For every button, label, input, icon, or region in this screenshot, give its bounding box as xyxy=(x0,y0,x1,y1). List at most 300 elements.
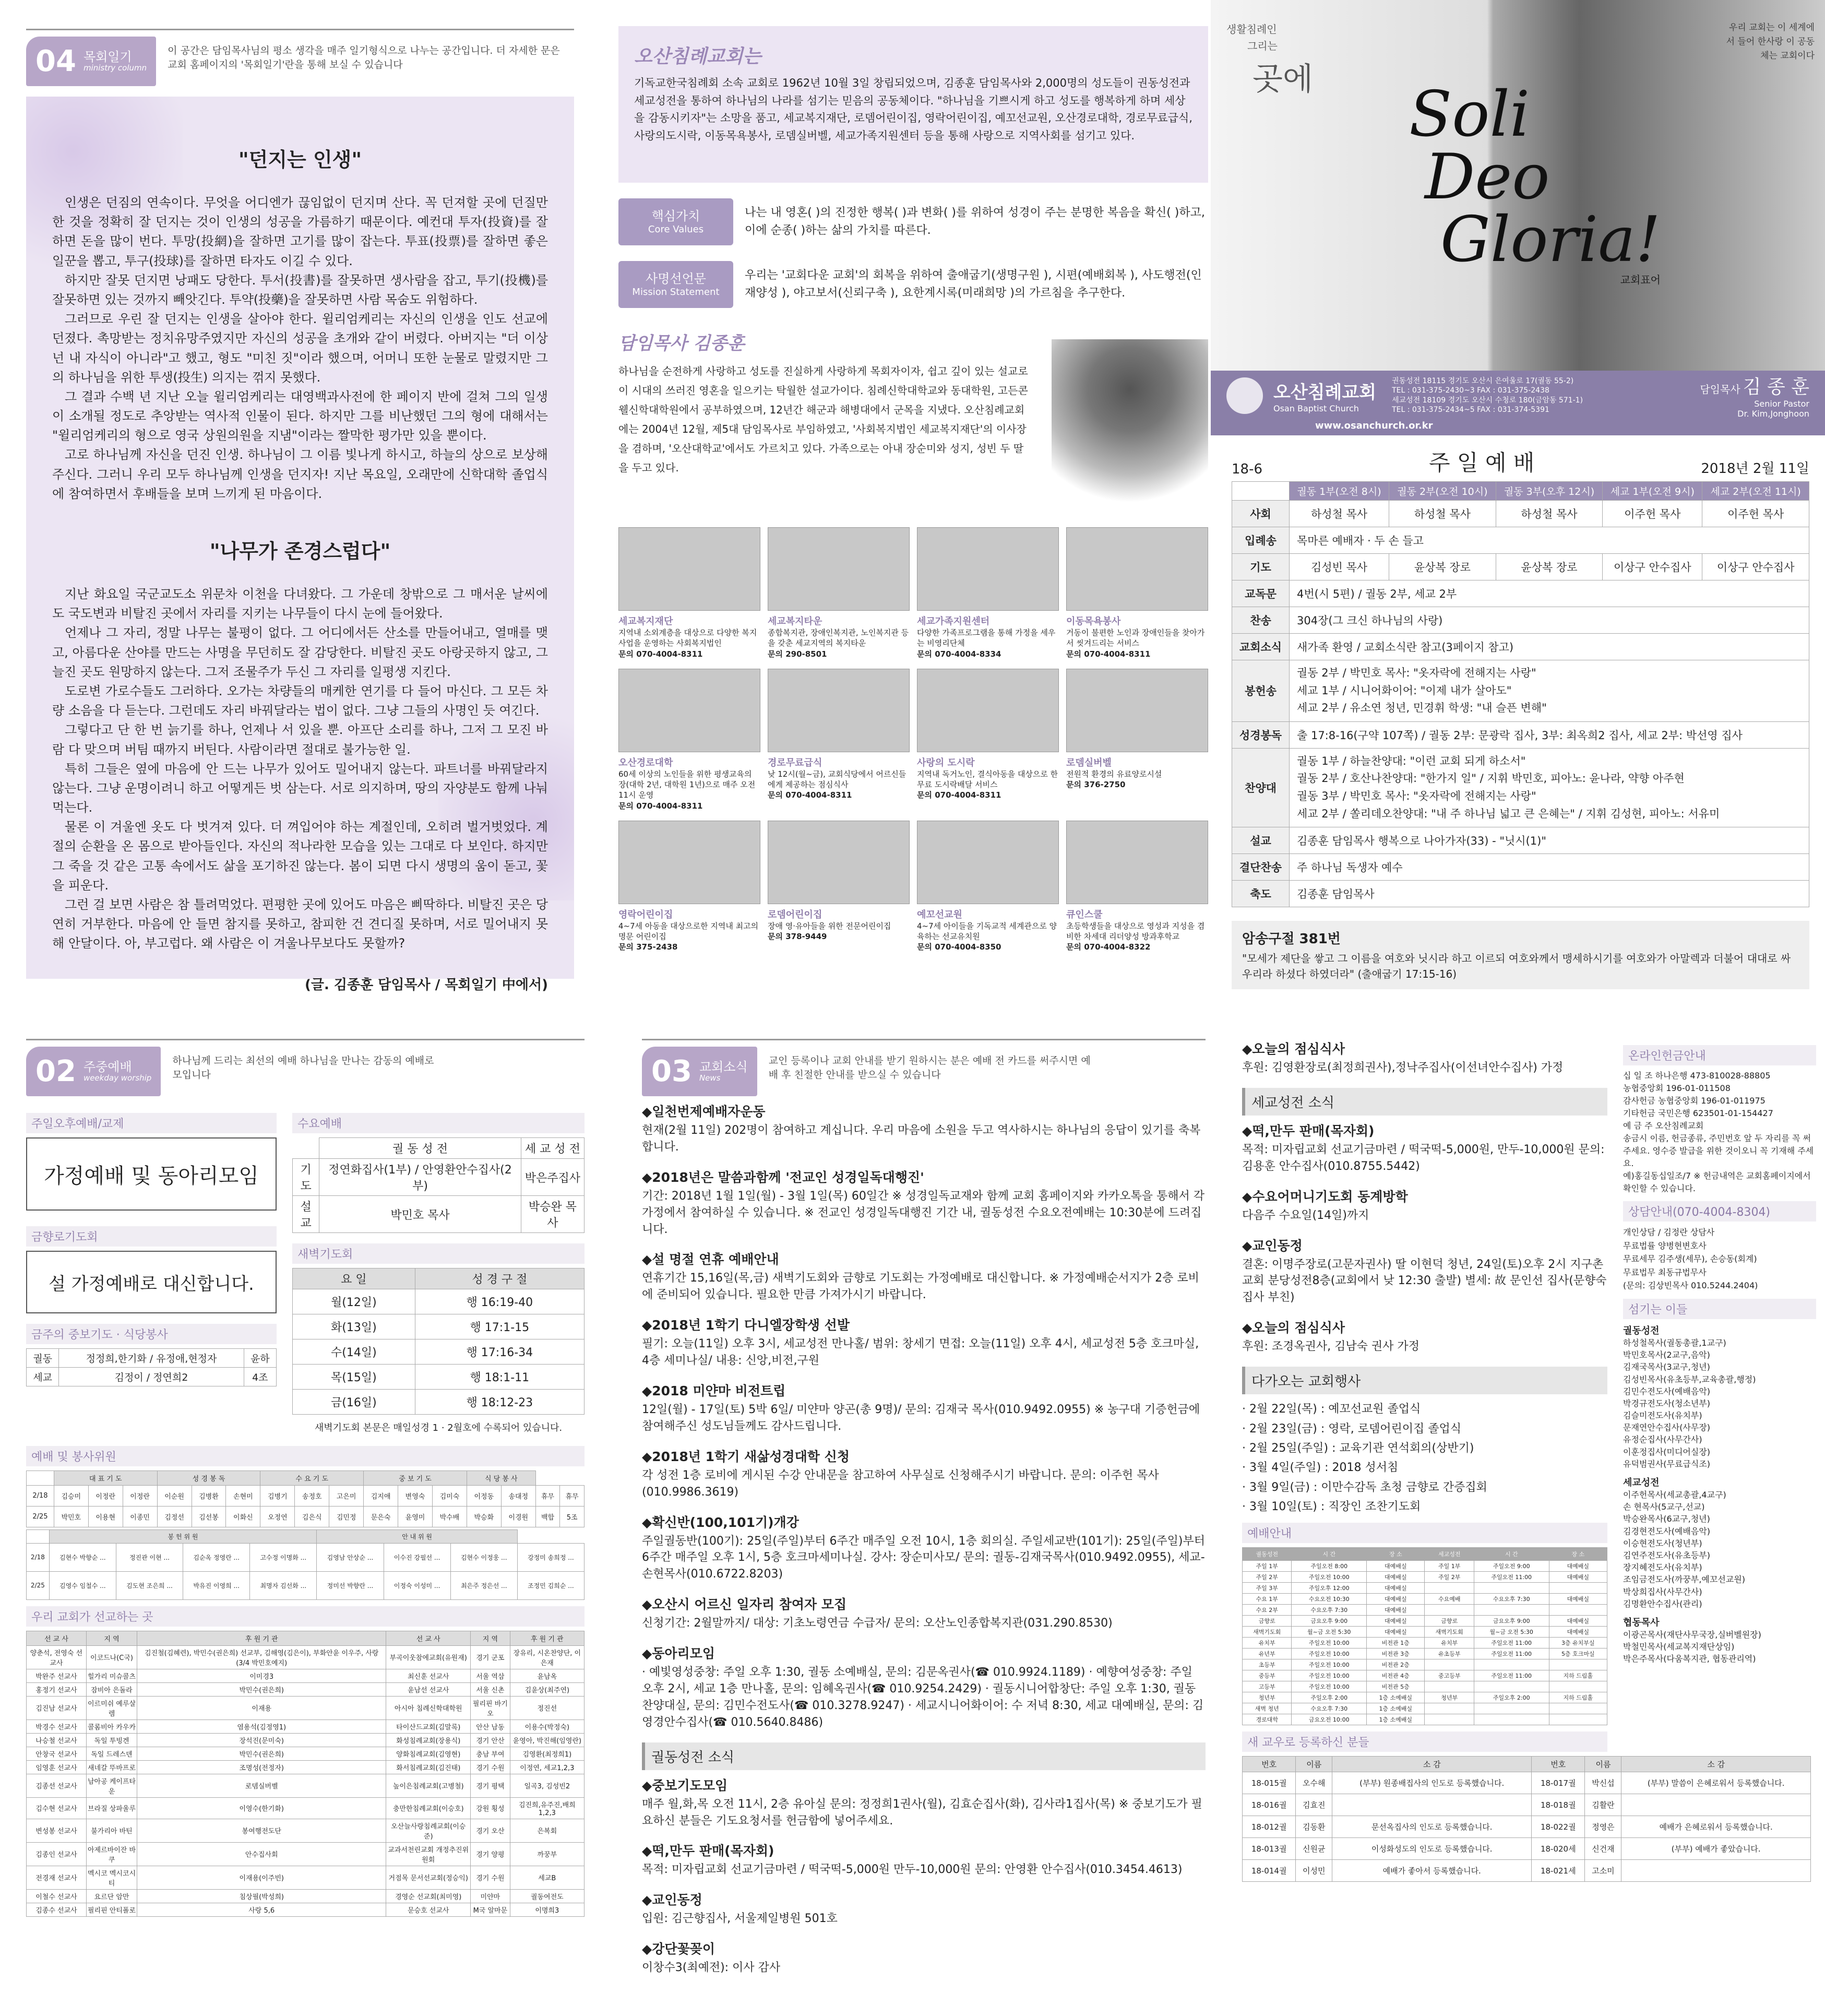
cell: 김병환 xyxy=(192,1485,226,1506)
cell: 독일 드레스덴 xyxy=(86,1747,137,1760)
news-text: 연휴기간 15,16일(목,금) 새벽기도회와 금향로 기도회는 가정예배로 대신합니다. ※ 가정예배순서지가 2층 로비에 준비되어 있습니다. 필요한 만큼 가져가시기 바랍니다. xyxy=(642,1272,1199,1302)
gwondong-news-bar: 궐동성전 소식 xyxy=(642,1742,1206,1770)
cell: 5층 호크마실 xyxy=(1549,1649,1607,1659)
sidebar-column xyxy=(1623,1039,1816,1665)
ministry-desc: 지역내 소외계층을 대상으로 다양한 복지사업을 운영하는 사회복지법인 xyxy=(618,628,757,648)
cell: 주 하나님 독생자 예수 xyxy=(1290,854,1809,881)
cell: 이성민 xyxy=(1296,1860,1332,1882)
cell xyxy=(1474,1583,1549,1594)
table-row xyxy=(1232,881,1809,907)
cell: 대예배실 xyxy=(1367,1583,1425,1594)
staff-label: 섬기는 이들 xyxy=(1623,1299,1816,1319)
col-header: 궐동 2부(오전 10시) xyxy=(1389,482,1496,501)
cell: 김활란 xyxy=(1585,1794,1621,1816)
paragraph: 물론 이 겨울엔 옷도 다 벗겨져 있다. 더 껴입어야 하는 계절인데, 오히려 벌거벗었다. 계절의 순환을 온 몸으로 받아들인다. 자신의 적나라한 모습을 있는 그대로 다 보인다. 하지만 그 죽을 것 같은 고통 속에서도 삶을 포기하진 않는다. 봄이 되면 다시 생명의 움이 돋고, 꽃을 피운다. xyxy=(52,820,548,893)
paragraph: 그런 걸 보면 사람은 참 틀려먹었다. 편평한 곳에 있어도 마음은 삐딱하다. 비탈진 곳은 당연히 거부한다. 마음에 안 들면 참지를 못하고, 참피한 건 견디질 못하며, 서로 밀어내지 못해 안달이다. 아, 부고럽다. 왜 사람은 이 겨울나무보다도 못할까? xyxy=(52,897,548,951)
cell: 최명자 김선화 ... xyxy=(250,1571,317,1599)
col-header: 대 표 기 도 xyxy=(54,1471,157,1485)
church-url[interactable]: www.osanchurch.or.kr xyxy=(1211,420,1825,435)
cell: 이정숙 이성미 ... xyxy=(384,1571,450,1599)
ministry-caption xyxy=(1066,614,1208,659)
news-text: 이창수3(최예전): 이사 감사 xyxy=(642,1961,781,1975)
cell: 수요 1부 xyxy=(1243,1594,1292,1605)
cell: 주일오전 8:00 xyxy=(1292,1561,1367,1572)
news-title: ◆교인동정 xyxy=(642,1892,702,1908)
cell: 예배가 은혜로워서 등록했습니다. xyxy=(1621,1816,1811,1838)
table-row xyxy=(1243,1561,1607,1572)
cell: 새가족 환영 / 교회소식란 참고(3페이지 참고) xyxy=(1290,634,1809,660)
dawn-label: 새벽기도회 xyxy=(292,1243,585,1264)
divider xyxy=(26,29,574,30)
cell: 경기 수원 xyxy=(471,1866,510,1889)
pastor-bio: 하나님을 순전하게 사랑하고 성도를 진실하게 사랑하게 목회자이자, 쉽고 깊이 있는 설교로 이 시대의 쓰러진 영혼을 일으키는 탁월한 설교가이다. 침례신학대학교와 동대학원, 고든콘웰신학대학원에서 공부하였으며, 12년간 해군과 해병대에서 군목을 지냈다. 오산침례교회에는 2004년 12월, 제5대 담임목사로 부임하였고, '사회복지법인 세교복지재단'의 이사장을 겸하며, '오산대학교'에서도 가르치고 있다. 가족으로는 아내 장순미와 성지, 성빈 두 딸을 두고 있다. xyxy=(618,365,1028,474)
cover-quote: 우리 교회는 이 세계에서 들어 한사랑 이 공동체는 교회이다 xyxy=(1726,22,1815,62)
paragraph: 인생은 던짐의 연속이다. 무엇을 어디엔가 끊임없이 던지며 산다. 꼭 던져할 곳에 던질만한 것을 정확히 잘 던지는 것이 인생의 성공을 가름하기 때문이다. 예컨대 투자(投資)를 잘하면 돈을 많이 번다. 투망(投網)을 잘하면 고기를 많이 잡는다. 투표(投票)를 잘하면 좋은 일꾼을 뽑고, 투구(投球)를 잘하면 타자도 이길 수 있다. xyxy=(52,195,548,268)
cell: 김진철(김혜련), 박민수(권은희) 선교부, 김해영(김은이), 부화안윤 이우주, 사랑(3/4 박민호예지) xyxy=(137,1645,386,1669)
section-number: 04 xyxy=(35,44,76,78)
ministry-caption xyxy=(917,755,1059,801)
cover-motto xyxy=(1409,78,1661,287)
core-values-label xyxy=(618,198,733,245)
ministry-tel: 문의 070-4004-8311 xyxy=(618,649,703,659)
news-item xyxy=(1242,1318,1607,1355)
church-address xyxy=(1392,376,1583,414)
staff-item: 박상희집사(사무간사) xyxy=(1623,1586,1702,1597)
table-row xyxy=(1243,1594,1607,1605)
worship-date: 2018년 2월 11일 xyxy=(1701,461,1809,477)
cell: 이상구 안수집사 xyxy=(1702,554,1809,580)
cell: 박수배 xyxy=(432,1506,467,1527)
cell-line: 세교 2부 / 유소연 청년, 민경휘 학생: "내 슬픈 변해" xyxy=(1297,702,1547,715)
cell: 5조 xyxy=(560,1506,585,1527)
table-row xyxy=(293,1196,585,1233)
cell: 김수현 선교사 xyxy=(27,1797,87,1819)
cell: 비전관 3층 xyxy=(1367,1649,1425,1659)
staff-item: 하성철목사(궐동총괄,1교구) xyxy=(1623,1337,1726,1348)
ministry-tel: 문의 070-4004-8311 xyxy=(618,801,703,811)
ministry-title: 이동목욕봉사 xyxy=(1066,616,1121,627)
table-row xyxy=(27,1682,585,1696)
cell: 청년부 xyxy=(1425,1692,1474,1703)
cell xyxy=(1549,1583,1607,1594)
offering-line: 송금시 이름, 헌금종류, 주민번호 앞 두 자리를 꼭 써주세요. 영수증 발급을 위한 것이오니 꼭 기재해 주세요. xyxy=(1623,1133,1814,1168)
col-header: 궐동 3부(오후 12시) xyxy=(1496,482,1603,501)
section-name-ko: 교회소식 xyxy=(699,1060,748,1075)
cell: 궐동여전도 xyxy=(510,1889,584,1903)
label-en: Mission Statement xyxy=(632,287,720,298)
cell: 정연화집사(1부) / 안영환안수집사(2부) xyxy=(319,1159,521,1196)
cell: 대예배실 xyxy=(1549,1572,1607,1583)
cell: 장석진(문미숙) xyxy=(137,1733,386,1747)
cell: 일곡3, 김성빈2 xyxy=(510,1774,584,1797)
cell: 이정란 xyxy=(123,1485,157,1506)
cell: 대예배실 xyxy=(1549,1627,1607,1638)
ministry-desc: 초등학생들을 대상으로 영성과 지성을 겸비한 차세대 리더양성 방과후학교 xyxy=(1066,921,1205,941)
cell: 대예배실 xyxy=(1367,1594,1425,1605)
row-label: 설교 xyxy=(1232,827,1290,854)
cell: 304장(그 크신 하나님의 사랑) xyxy=(1290,607,1809,634)
news-item xyxy=(1242,1039,1607,1076)
cell: 염용석(김정영1) xyxy=(137,1719,386,1733)
table-row xyxy=(27,1368,277,1386)
cell: 김선봉 xyxy=(192,1506,226,1527)
cell: 김정이 / 정연희2 xyxy=(59,1368,244,1386)
cell xyxy=(1474,1703,1549,1714)
paragraph: 지난 화요일 국군교도소 위문차 이천을 다녀왔다. 그 가운데 창밖으로 그 매서운 날씨에도 국도변과 비탈진 곳에서 자리를 지키는 나무들이 다시 눈에 들어왔다. xyxy=(52,587,548,621)
offering-line: 감사헌금 농협중앙회 196-01-011975 xyxy=(1623,1096,1766,1106)
ministry-photo xyxy=(1066,527,1208,611)
cell: (부부) 예배가 좋았습니다. xyxy=(1621,1838,1811,1860)
table-row xyxy=(1232,827,1809,854)
staff-item: 유정순집사(사무간사) xyxy=(1623,1434,1702,1445)
col-header: 번호 xyxy=(1243,1757,1296,1772)
table-row xyxy=(1243,1714,1607,1725)
cell: 서울 신촌 xyxy=(471,1682,510,1696)
event-item: · 2월 23일(금) : 영락, 로뎀어린이집 졸업식 xyxy=(1242,1422,1462,1436)
cell: 금향로 xyxy=(1425,1616,1474,1627)
news-item xyxy=(642,1594,1206,1632)
cell-line: 궐동 2부 / 호산나찬양대: "한가지 일" / 지휘 박민호, 피아노: 윤나라, 약향 아주현 xyxy=(1297,772,1685,785)
cell xyxy=(1425,1703,1474,1714)
cell: 2/18 xyxy=(27,1485,54,1506)
service-table xyxy=(26,1471,585,1527)
cell: 18-020세 xyxy=(1532,1838,1585,1860)
cell: 행 18:12-23 xyxy=(415,1390,584,1415)
cell: 비전관 4층 xyxy=(1367,1670,1425,1681)
memory-text: "모세가 제단을 쌓고 그 이름을 여호와 닛시라 하고 이르되 여호와께서 맹세하시기를 여호와가 아말렉과 더불어 대대로 싸우리라 하셨다 하였더라" (출애굽기 17:15-16) xyxy=(1242,952,1791,981)
cell: 김영남 안상순 ... xyxy=(317,1543,384,1571)
row-label: 교회소식 xyxy=(1232,634,1290,660)
counsel-line: 무료법률 양병현변호사 xyxy=(1623,1240,1707,1251)
cell: 수요오후 7:30 xyxy=(1292,1703,1367,1714)
cell: 지하 드림홀 xyxy=(1549,1692,1607,1703)
offering-line: 예 금 주 오산침례교회 xyxy=(1623,1121,1704,1131)
news-title: ◆오늘의 점심식사 xyxy=(1242,1041,1345,1057)
news-title: ◆2018년 1학기 새삶성경대학 신청 xyxy=(642,1449,850,1464)
pastor-label: 담임목사 xyxy=(1700,383,1740,396)
table-header xyxy=(27,1631,585,1645)
cell: (부부) 말씀이 은혜로워서 등록했습니다. xyxy=(1621,1772,1811,1794)
col-header: 수 요 기 도 xyxy=(260,1471,364,1485)
table-row xyxy=(27,1719,585,1733)
cell: 중고등부 xyxy=(1425,1670,1474,1681)
event-item: · 3월 9일(금) : 이만수감독 초청 금향로 간증집회 xyxy=(1242,1480,1487,1494)
cell: 조정민 김희순 ... xyxy=(517,1571,584,1599)
cell: 월(12일) xyxy=(293,1289,415,1314)
row-label: 찬송 xyxy=(1232,607,1290,634)
section-name-en: News xyxy=(699,1073,721,1083)
cell: 김효진 xyxy=(1296,1794,1332,1816)
news-title: ◆동아리모임 xyxy=(642,1646,715,1662)
cell: 대예배실 xyxy=(1367,1561,1425,1572)
table-header xyxy=(1243,1757,1811,1772)
cell xyxy=(1474,1714,1549,1725)
row-label: 입례송 xyxy=(1232,527,1290,554)
cell: 목마른 예배자 · 두 손 들고 xyxy=(1290,527,1809,554)
cell: 타이산드교회(김말록) xyxy=(386,1719,471,1733)
table-row xyxy=(27,1842,585,1866)
cover-small-text: 곳에 xyxy=(1253,61,1313,98)
cell: 박승화 xyxy=(467,1506,501,1527)
cell xyxy=(1549,1703,1607,1714)
news-column xyxy=(642,1101,1206,1988)
ministry-title: 세교복지재단 xyxy=(618,616,673,627)
ministry-desc: 다양한 가족프로그램을 통해 가정을 세우는 비영리단체 xyxy=(917,628,1056,648)
cell: 경로대학 xyxy=(1243,1714,1292,1725)
table-row xyxy=(1243,1692,1607,1703)
news-text: 후원: 조경옥권사, 김남숙 권사 가정 xyxy=(1242,1340,1420,1354)
event-item: · 2월 25일(주일) : 교육기관 연석회의(상반기) xyxy=(1242,1441,1474,1455)
section-description: 교인 등록이나 교회 안내를 받기 원하시는 분은 예배 전 카드를 써주시면 예배 후 친절한 안내를 받으실 수 있습니다 xyxy=(768,1055,1091,1081)
cell: M국 알마문 xyxy=(471,1903,510,1916)
cell: 중등부 xyxy=(1243,1670,1292,1681)
cell: 목(15일) xyxy=(293,1365,415,1390)
ministry-tel: 문의 070-4004-8322 xyxy=(1066,942,1151,952)
cell: 이성화성도의 인도로 등록했습니다. xyxy=(1332,1838,1532,1860)
row-label: 세교 xyxy=(27,1368,59,1386)
table-row xyxy=(1243,1772,1811,1794)
row-label: 기도 xyxy=(1232,554,1290,580)
label-en: Core Values xyxy=(648,224,704,235)
cell: 주일오전 10:00 xyxy=(1292,1659,1367,1670)
col-header: 선 교 사 xyxy=(27,1631,87,1645)
table-row xyxy=(27,1645,585,1669)
col-header: 성 경 봉 독 xyxy=(157,1471,260,1485)
cell: 수요오전 10:30 xyxy=(1292,1594,1367,1605)
cell: 18-018궐 xyxy=(1532,1794,1585,1816)
table-header xyxy=(27,1471,585,1485)
label-ko: 사명선언문 xyxy=(646,271,706,286)
news-title: ◆수요어머니기도회 동계방학 xyxy=(1242,1189,1408,1204)
church-name-en: Osan Baptist Church xyxy=(1273,403,1359,413)
offering-line: 예)홍길동십일조/7 ※ 헌금내역은 교회홈페이지에서 확인할 수 있습니다. xyxy=(1623,1171,1811,1193)
cell: 전경재 선교사 xyxy=(27,1866,87,1889)
table-row xyxy=(1243,1638,1607,1649)
table-row xyxy=(1243,1703,1607,1714)
news-title: ◆2018년은 말씀과함께 '전교인 성경일독대행진' xyxy=(642,1169,924,1185)
cell: 주일오후 2:00 xyxy=(1292,1692,1367,1703)
ministry-tel: 문의 070-4004-8311 xyxy=(1066,649,1151,659)
cell: 손현미 xyxy=(226,1485,260,1506)
cell: 로뎀실버벨 xyxy=(137,1774,386,1797)
dawn-table xyxy=(292,1268,585,1415)
col-header: 시 간 xyxy=(1292,1548,1367,1561)
cell: 하성철 목사 xyxy=(1290,501,1389,527)
church-name-block xyxy=(1273,378,1376,413)
pastor-block xyxy=(1700,372,1809,419)
row-label: 사회 xyxy=(1232,501,1290,527)
worship-order xyxy=(1211,435,1825,989)
cell xyxy=(1425,1659,1474,1670)
news-title: ◆떡,만두 판매(목자회) xyxy=(1242,1123,1375,1139)
cell: 홍정기 선교사 xyxy=(27,1682,87,1696)
news-item xyxy=(642,1315,1206,1369)
cell: 콜롬비아 카우카 xyxy=(86,1719,137,1733)
offering-label: 온라인헌금안내 xyxy=(1623,1045,1816,1065)
divider xyxy=(26,1039,585,1040)
cell: 경기 군포 xyxy=(471,1645,510,1669)
section-name xyxy=(699,1060,748,1083)
cell: 2/25 xyxy=(27,1571,50,1599)
cell: 비전관 1층 xyxy=(1367,1638,1425,1649)
cell: 최은주 정은선 ... xyxy=(450,1571,517,1599)
section-number: 02 xyxy=(35,1054,76,1088)
cell xyxy=(1549,1681,1607,1692)
table-row xyxy=(1243,1794,1811,1816)
news-text: 목적: 미자립교회 선교기금마련 / 떡국떡-5,000원 만두-10,000원 문의: 안영환 안수집사(010.3454.4613) xyxy=(642,1863,1183,1877)
section-tab xyxy=(26,37,156,86)
col-header: 후 원 기 관 xyxy=(510,1631,584,1645)
column-body xyxy=(52,585,548,954)
ministry-title: 예꼬선교원 xyxy=(917,909,962,920)
staff-item: 손 현목사(5교구,선교) xyxy=(1623,1502,1705,1512)
section-header xyxy=(26,37,590,86)
cell: 유초등부 xyxy=(1425,1649,1474,1659)
cell: (부부) 원종배집사의 인도로 등록했습니다. xyxy=(1332,1772,1532,1794)
cell: 강원 횡성 xyxy=(471,1797,510,1819)
ministry-title: 로뎀실버벨 xyxy=(1066,757,1112,768)
cell: 이종민 xyxy=(123,1506,157,1527)
cell: 아시아 침례신학대학원 xyxy=(386,1696,471,1719)
mission-label: 우리 교회가 선교하는 곳 xyxy=(26,1606,585,1627)
cell: 수요오후 7:30 xyxy=(1474,1594,1549,1605)
corner-cell xyxy=(1232,482,1290,501)
cell: 김정선 xyxy=(157,1506,192,1527)
cell: 주일오후 12:00 xyxy=(1292,1583,1367,1594)
dawn-note: 새벽기도회 본문은 매일성경 1 · 2월호에 수록되어 있습니다. xyxy=(314,1422,563,1433)
table-row xyxy=(1243,1572,1607,1583)
cell: 김지애 xyxy=(364,1485,398,1506)
motto-deo: Deo xyxy=(1425,141,1550,214)
ministry-card xyxy=(768,821,910,953)
cell: 박은주집사 xyxy=(521,1159,584,1196)
column-title: "나무가 존경스럽다" xyxy=(209,539,391,563)
table-row xyxy=(1243,1838,1811,1860)
staff-item: 박승완목사(6교구,청년) xyxy=(1623,1514,1710,1524)
table-row xyxy=(1232,721,1809,748)
table-row xyxy=(1243,1659,1607,1670)
staff-group-title: 궐동성전 xyxy=(1623,1325,1660,1336)
motto-soli: Soli xyxy=(1409,78,1530,151)
cell: 유치부 xyxy=(1425,1638,1474,1649)
column-signature: (글. 김종훈 담임목사 / 목회일기 中에서) xyxy=(304,977,548,993)
col-header: 요 일 xyxy=(293,1268,415,1289)
cell: 이수진 강필선 ... xyxy=(384,1543,450,1571)
cell: 이정동 xyxy=(467,1485,501,1506)
row-label: 성경봉독 xyxy=(1232,721,1290,748)
friday-label: 금향로기도회 xyxy=(26,1226,277,1247)
server-label: 금주의 중보기도 · 식당봉사 xyxy=(26,1324,277,1344)
cell: 박민호 xyxy=(54,1506,88,1527)
schedule-label: 예배안내 xyxy=(1242,1523,1607,1543)
cell: 4번(시 5편) / 궐동 2부, 세교 2부 xyxy=(1290,580,1809,607)
cell: 금요오후 9:00 xyxy=(1474,1616,1549,1627)
cell: 출 17:8-16(구약 107쪽) / 궐동 2부: 문광락 집사, 3부: 최옥희2 집사, 세교 2부: 박선영 집사 xyxy=(1290,721,1809,748)
ministry-caption xyxy=(917,614,1059,659)
ministry-desc: 4~7세 아이들을 기독교적 세계관으로 양육하는 선교유치원 xyxy=(917,921,1057,941)
table-row xyxy=(1243,1605,1607,1616)
table-row xyxy=(1232,527,1809,554)
church-intro-page xyxy=(618,0,1208,1002)
cell: 잠비아 은돌라 xyxy=(86,1682,137,1696)
cell xyxy=(1332,1794,1532,1816)
cell: 오산늘사랑침례교회(이승준) xyxy=(386,1819,471,1842)
cell: 최신훈 선교사 xyxy=(386,1669,471,1682)
cell xyxy=(1621,1794,1811,1816)
staff-item: 이승현전도사(청년부) xyxy=(1623,1538,1702,1548)
intro-text: 기독교한국침례회 소속 교회로 1962년 10월 3일 창립되었으며, 김종훈 담임목사와 2,000명의 성도들이 권동성전과 세교성전을 통하여 하나님의 나라를 섬기는 믿음의 공동체이다. "하나님을 기쁘시게 하고 성도를 행복하게 하며 세상을 감동시키자"는 소망을 품고, 세교복지재단, 로뎀어린이집, 영락어린이집, 예꼬선교원, 오산경로대학, 경로무료급식, 사랑의도시락, 이동목욕봉사, 로뎀실버벨, 세교가족지원센터 등을 통해 사랑으로 지역사회를 섬기고 있다. xyxy=(634,77,1192,142)
section-description: 이 공간은 담임목사님의 평소 생각을 매주 일기형식으로 나누는 공간입니다. 더 자세한 문은 교회 홈페이지의 '목회일기'란을 통해 보실 수 있습니다 xyxy=(168,45,560,70)
staff-item: 조임금전도사(까꿍부,예꼬선교원) xyxy=(1623,1574,1745,1585)
table-row xyxy=(27,1903,585,1916)
usher-table xyxy=(26,1529,585,1600)
cell: 경기 안산 xyxy=(471,1733,510,1747)
cell: 충남 부여 xyxy=(471,1747,510,1760)
cell: 이정란 xyxy=(88,1485,123,1506)
table-header xyxy=(1232,482,1809,501)
news-item xyxy=(642,1249,1206,1303)
offering-line: 기타헌금 국민은행 623501-01-154427 xyxy=(1623,1108,1773,1118)
cover-page xyxy=(1211,0,1825,1002)
cell: 금향로 xyxy=(1243,1616,1292,1627)
cell: 이미경3 xyxy=(137,1669,386,1682)
cell: 3층 유치부실 xyxy=(1549,1638,1607,1649)
worship-order-table xyxy=(1232,481,1809,907)
cell: 교과서천린교회 개정추진위원회 xyxy=(386,1842,471,1866)
pastor-name: 김 종 훈 xyxy=(1743,376,1809,398)
table-row xyxy=(27,1485,585,1506)
ministry-caption xyxy=(1066,907,1208,953)
cell: 김종훈 담임목사 행복으로 나아가자(33) - "닛시(1)" xyxy=(1290,827,1809,854)
table-row xyxy=(1232,634,1809,660)
news-text: 다음주 수요일(14일)까지 xyxy=(1242,1208,1369,1222)
news-text: · 예빛영성중창: 주일 오후 1:30, 궐동 소예배실, 문의: 김문옥권사(☎ 010.9924.1189) · 예향여성중창: 주일 오후 2시, 세교 1층 만나홀, 문의: 임혜옥권사(☎ 010.9254.2429) · 궐동시니어합창단: 주일 오후 1:30, 궐동 찬양대실, 문의: 김민수전도사(☎ 010.3278.9247) · 세교시니어화이어: 수 저녁 8:30, 세교 대예배실, 문의: 김영경안수집사(☎ 010.5640.8486) xyxy=(642,1666,1204,1729)
cell: 주일 3부 xyxy=(1243,1583,1292,1594)
memory-title: 암송구절 381번 xyxy=(1242,931,1341,947)
cell: 이르미쉬 예루살렘 xyxy=(86,1696,137,1719)
row-label: 축도 xyxy=(1232,881,1290,907)
cell: 윤하 xyxy=(244,1349,276,1368)
memory-verse xyxy=(1232,921,1809,989)
cell: 이영수(한기화) xyxy=(137,1797,386,1819)
cell: 김진희,유주진,배희1,2,3 xyxy=(510,1797,584,1819)
col-header: 봉 헌 위 원 xyxy=(49,1529,317,1543)
cell: 수요오후 7:30 xyxy=(1292,1605,1367,1616)
table-header xyxy=(1243,1548,1607,1561)
table-row xyxy=(1243,1616,1607,1627)
cell: 이경원 xyxy=(501,1506,535,1527)
cover-banner xyxy=(1211,0,1825,371)
ministry-caption xyxy=(768,907,910,942)
staff-item: 김성빈목사(유초등부,교육총괄,행정) xyxy=(1623,1374,1756,1384)
table-row xyxy=(1243,1816,1811,1838)
counsel-line: 무료세무 김주생(세무), 손승동(회계) xyxy=(1623,1254,1757,1264)
cell: 오수해 xyxy=(1296,1772,1332,1794)
table-row xyxy=(1243,1681,1607,1692)
cell xyxy=(1549,1714,1607,1725)
table-row xyxy=(1243,1670,1607,1681)
news-title: ◆떡,만두 판매(목자회) xyxy=(642,1843,774,1859)
table-row xyxy=(293,1365,585,1390)
paragraph: 그러므로 우린 잘 던지는 인생을 살아야 한다. 윌리엄케리는 자신의 인생을 인도 선교에 던졌다. 촉망받는 정치유망주였지만 자신의 성공을 초개와 같이 버렸다. 아버지는 "더 이상 넌 내 자식이 아니라"고 했고, 형도 "미친 짓"이라 했으며, 어머니 또한 눈물로 말렸지만 그의 하나님을 위한 투생(投生) 의지는 꺾지 못했다. xyxy=(52,312,548,385)
ministry-tel: 문의 070-4004-8311 xyxy=(768,790,852,800)
cell: 화(13일) xyxy=(293,1314,415,1339)
cell: 예배가 좋아서 등록했습니다. xyxy=(1332,1860,1532,1882)
worship-top xyxy=(26,1107,585,1436)
cell: 아제르바이잔 바쿠 xyxy=(86,1842,137,1866)
col-header: 세 교 성 전 xyxy=(521,1138,584,1159)
news-title: ◆교인동정 xyxy=(1242,1238,1303,1253)
